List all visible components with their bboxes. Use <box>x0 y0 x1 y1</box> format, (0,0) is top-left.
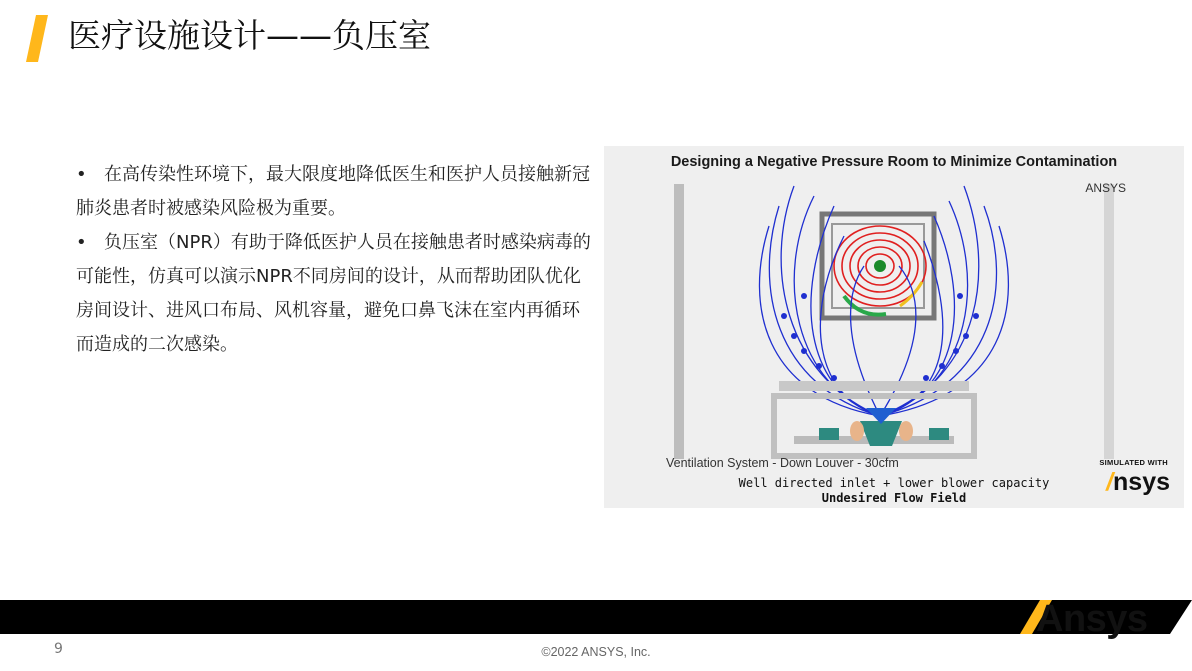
bullet-list <box>76 158 596 362</box>
bullet-marker: • <box>76 232 87 253</box>
bullet-marker: • <box>76 164 87 185</box>
bullet-text: 负压室（NPR）有助于降低医护人员在接触患者时感染病毒的可能性，仿真可以演示NPR不同房间的设计，从而帮助团队优化房间设计、进风口布局、风机容量，避免口鼻飞沫在室内再循环而造成的二次感染。 <box>76 232 591 355</box>
simulated-with-label: SIMULATED WITH <box>1099 458 1168 467</box>
footer-logo-text: Ansys <box>1036 598 1148 640</box>
page-title: 医疗设施设计——负压室 <box>68 16 431 55</box>
page-number: 9 <box>54 641 63 657</box>
simulation-flow-graphic <box>604 146 1184 508</box>
title-accent-slash <box>26 15 48 62</box>
simulation-ansys-logo <box>1106 468 1170 497</box>
bullet-item <box>76 226 596 362</box>
simulation-title: Designing a Negative Pressure Room to Minimize Contamination <box>670 154 1118 170</box>
simulation-image <box>604 146 1184 508</box>
logo-slash: / <box>1106 468 1114 496</box>
simulation-brand: ANSYS <box>1085 181 1126 195</box>
bullet-item <box>76 158 596 226</box>
flow-field-caption: Undesired Flow Field <box>821 491 967 505</box>
copyright: ©2022 ANSYS, Inc. <box>541 645 651 659</box>
logo-text: nsys <box>1113 468 1170 496</box>
bullet-text: 在高传染性环境下，最大限度地降低医生和医护人员接触新冠肺炎患者时被感染风险极为重要。 <box>76 164 590 219</box>
inlet-caption: Well directed inlet + lower blower capacity <box>738 476 1050 490</box>
ventilation-caption: Ventilation System - Down Louver - 30cfm <box>666 456 899 470</box>
